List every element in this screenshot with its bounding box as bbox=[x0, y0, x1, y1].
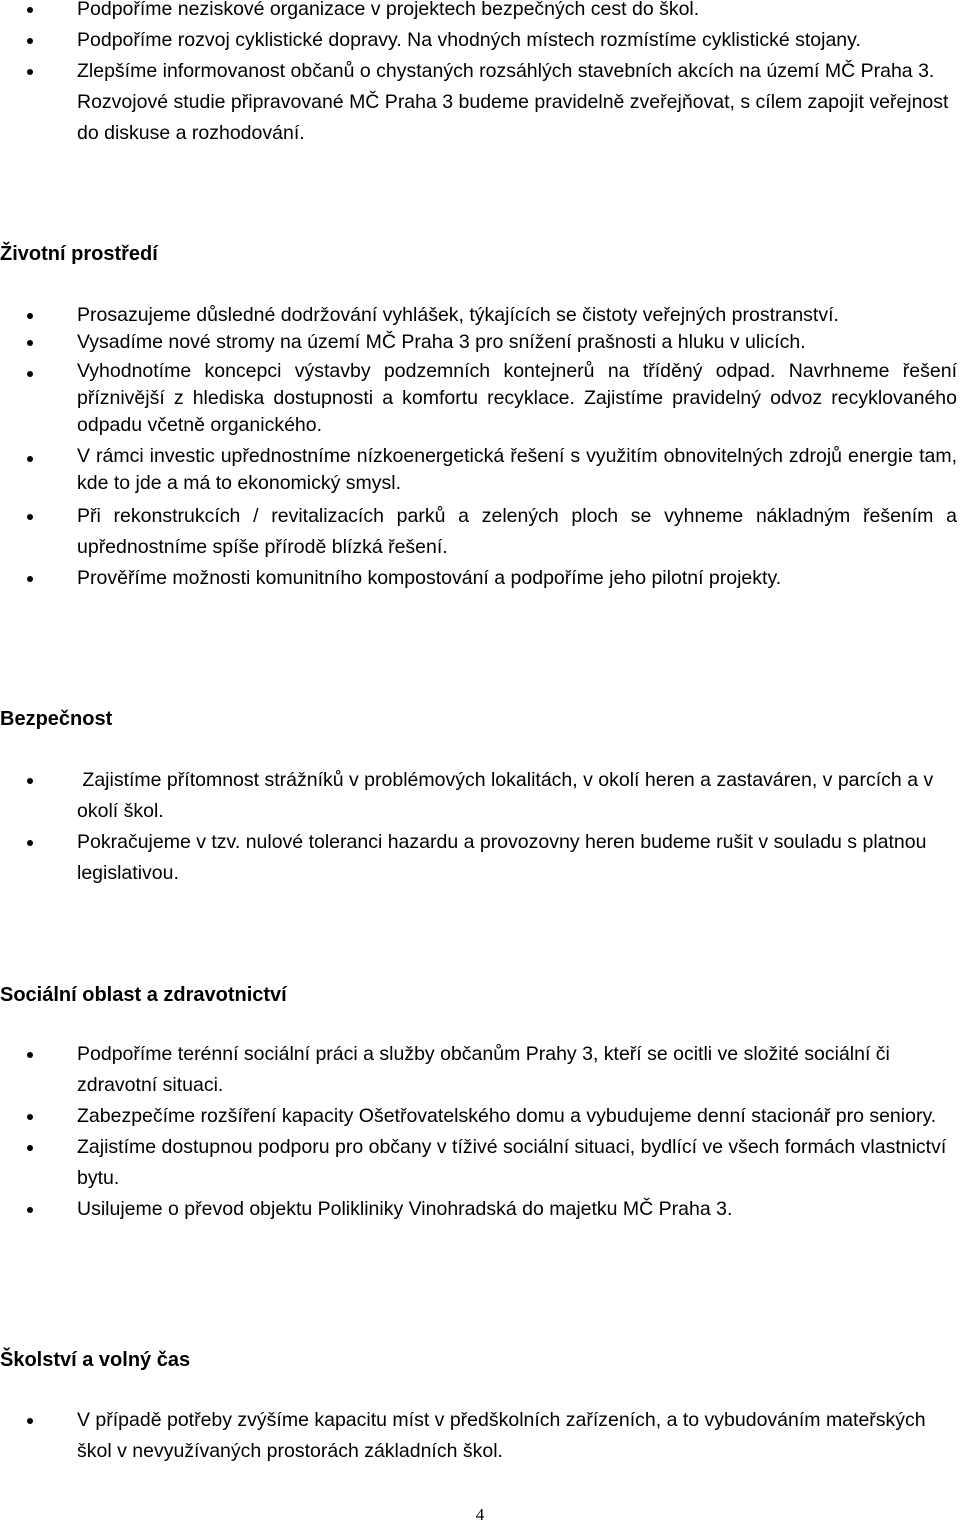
list-item bbox=[0, 563, 957, 594]
list-item bbox=[0, 1101, 957, 1132]
list-item bbox=[0, 0, 957, 25]
section-socialni-oblast bbox=[0, 1039, 960, 1225]
bullet-icon bbox=[27, 778, 33, 784]
bullet-icon bbox=[27, 1145, 33, 1151]
bullet-icon bbox=[27, 576, 33, 582]
bullet-icon bbox=[27, 456, 33, 462]
list-item bbox=[0, 25, 957, 56]
list-item-text: Prosazujeme důsledné dodržování vyhlášek, týkajících se čistoty veřejných prostranství. bbox=[77, 304, 839, 326]
bullet-icon bbox=[27, 1207, 33, 1213]
page-number: 4 bbox=[475, 1505, 485, 1524]
list-item-text: Zajistíme dostupnou podporu pro občany v tíživé sociální situaci, bydlící ve všech formách vlastnictví bytu. bbox=[77, 1136, 947, 1189]
list-item-text: Prověříme možnosti komunitního kompostování a podpoříme jeho pilotní projekty. bbox=[77, 567, 782, 589]
bullet-icon bbox=[27, 1418, 33, 1424]
list-item-text: Zlepšíme informovanost občanů o chystaných rozsáhlých stavebních akcích na území MČ Praha 3. Rozvojové studie připravované MČ Praha 3 budeme pravidelně zveřejňovat, s cílem zapojit veřejnost do diskuse a rozhodování. bbox=[77, 60, 949, 144]
list-item bbox=[0, 827, 957, 889]
list-item bbox=[0, 1039, 957, 1101]
bullet-icon bbox=[27, 38, 33, 44]
section-heading-skolstvi: Školství a volný čas bbox=[0, 1349, 191, 1371]
list-item bbox=[0, 56, 957, 149]
list-item-text: Zabezpečíme rozšíření kapacity Ošetřovatelského domu a vybudujeme denní stacionář pro seniory. bbox=[77, 1105, 937, 1127]
section-bezpecnost bbox=[0, 765, 960, 889]
list-item-text: Podpoříme rozvoj cyklistické dopravy. Na vhodných místech rozmístíme cyklistické stojany. bbox=[77, 29, 861, 51]
list-item-text: V případě potřeby zvýšíme kapacitu míst v předškolních zařízeních, a to vybudováním mateřských škol v nevyužívaných prostorách základních škol. bbox=[77, 1409, 926, 1462]
bullet-icon bbox=[27, 1114, 33, 1120]
section-heading-bezpecnost: Bezpečnost bbox=[0, 708, 113, 730]
list-item-text: Vyhodnotíme koncepci výstavby podzemních kontejnerů na tříděný odpad. Navrhneme řešení příznivější z hlediska dostupnosti a komfortu recyklace. Zajistíme pravidelný odvoz recyklovaného odpadu včetně organického. bbox=[77, 360, 957, 436]
list-item-text: Vysadíme nové stromy na území MČ Praha 3 pro snížení prašnosti a hluku v ulicích. bbox=[77, 331, 806, 353]
section-heading-zivotni-prostredi: Životní prostředí bbox=[0, 243, 158, 265]
list-item bbox=[0, 1405, 957, 1467]
list-item-text: V rámci investic upřednostníme nízkoenergetická řešení s využitím obnovitelných zdrojů energie tam, kde to jde a má to ekonomický smysl. bbox=[77, 445, 957, 494]
intro-section bbox=[0, 0, 960, 149]
list-item bbox=[0, 1194, 957, 1225]
bullet-icon bbox=[27, 514, 33, 520]
list-item bbox=[0, 443, 957, 497]
bullet-list bbox=[0, 300, 960, 594]
list-item-text: Usilujeme o převod objektu Polikliniky Vinohradská do majetku MČ Praha 3. bbox=[77, 1198, 733, 1220]
section-zivotni-prostredi bbox=[0, 300, 960, 594]
section-heading-socialni-oblast: Sociální oblast a zdravotnictví bbox=[0, 984, 287, 1006]
section-skolstvi bbox=[0, 1405, 960, 1467]
list-item bbox=[0, 327, 957, 358]
bullet-icon bbox=[27, 371, 33, 377]
list-item-text: Zajistíme přítomnost strážníků v problémových lokalitách, v okolí heren a zastaváren, v parcích a v okolí škol. bbox=[77, 769, 939, 822]
list-item-text: Podpoříme terénní sociální práci a služby občanům Prahy 3, kteří se ocitli ve složité sociální či zdravotní situaci. bbox=[77, 1043, 890, 1096]
bullet-icon bbox=[27, 1052, 33, 1058]
list-item-text: Při rekonstrukcích / revitalizacích parků a zelených ploch se vyhneme nákladným řešením a upřednostníme spíše přírodě blízká řešení. bbox=[77, 505, 957, 558]
bullet-icon bbox=[27, 313, 33, 319]
list-item bbox=[0, 765, 957, 827]
list-item bbox=[0, 358, 957, 439]
list-item-text: Podpoříme neziskové organizace v projektech bezpečných cest do škol. bbox=[77, 0, 700, 20]
bullet-icon bbox=[27, 840, 33, 846]
intro-bullet-list bbox=[0, 0, 960, 149]
bullet-list bbox=[0, 1039, 960, 1225]
bullet-icon bbox=[27, 340, 33, 346]
list-item-text: Pokračujeme v tzv. nulové toleranci hazardu a provozovny heren budeme rušit v souladu s platnou legislativou. bbox=[77, 831, 927, 884]
bullet-list bbox=[0, 765, 960, 889]
bullet-list bbox=[0, 1405, 960, 1467]
bullet-icon bbox=[27, 69, 33, 75]
list-item bbox=[0, 501, 957, 563]
list-item bbox=[0, 1132, 957, 1194]
bullet-icon bbox=[27, 7, 33, 13]
